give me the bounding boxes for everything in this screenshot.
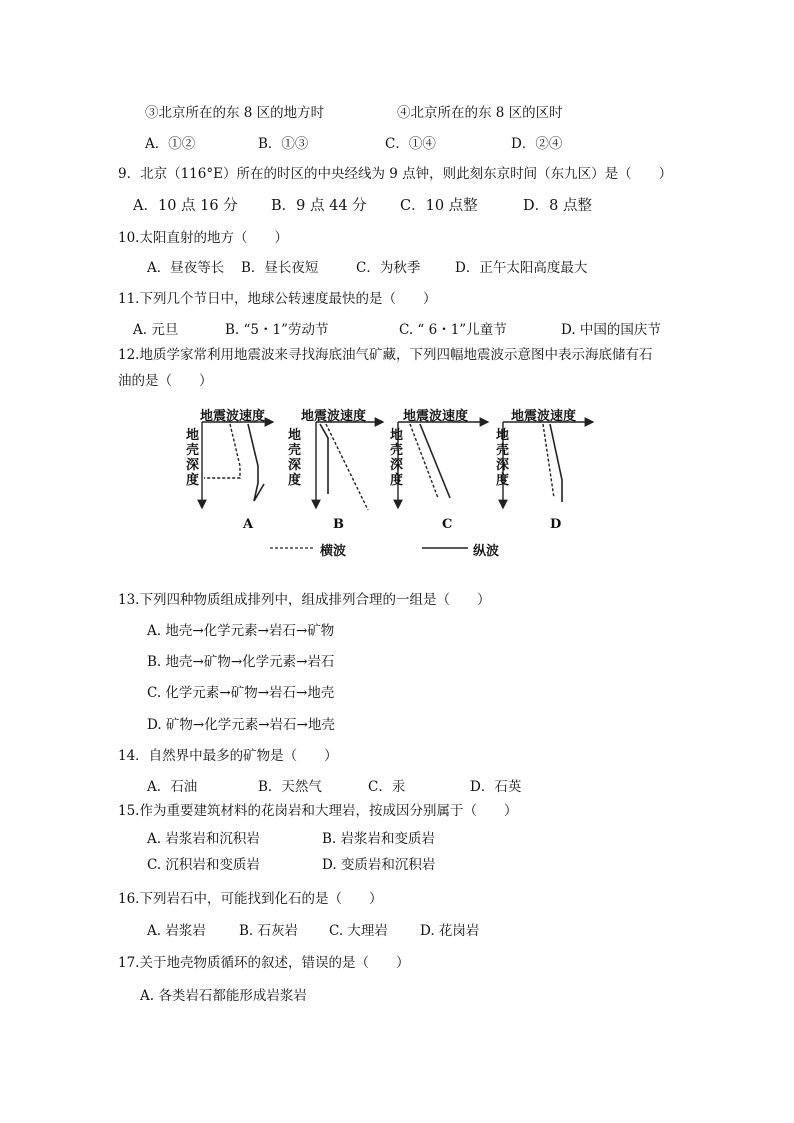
q17-option-a: A. 各类岩石都能形成岩浆岩 (140, 988, 307, 1004)
panel-c (398, 422, 488, 508)
q9-stem: 9．北京（116°E）所在的时区的中央经线为 9 点钟，则此刻东京时间（东九区）是（ ） (118, 166, 673, 182)
q15-option-a: A. 岩浆岩和沉积岩 (147, 831, 260, 847)
q15-option-c: C. 沉积岩和变质岩 (147, 857, 260, 873)
q8-item-4: ④北京所在的东 8 区的区时 (397, 105, 563, 121)
q13-option-c: C. 化学元素→矿物→岩石→地壳 (147, 685, 335, 701)
q14-option-a: A．石油 (147, 779, 198, 795)
q13-stem: 13.下列四种物质组成排列中，组成排列合理的一组是（ ） (118, 592, 491, 608)
q15-option-d: D. 变质岩和沉积岩 (322, 857, 436, 873)
panel-b (316, 422, 383, 510)
panel-d-y-axis-label: 地壳深度 (496, 428, 510, 488)
q14-option-b: B．天然气 (258, 779, 322, 795)
q8-option-c: C．①④ (385, 136, 436, 152)
q11-option-c: C. “ 6・1”儿童节 (399, 322, 507, 338)
q10-stem: 10.太阳直射的地方（ ） (118, 230, 288, 246)
q13-option-a: A. 地壳→化学元素→岩石→矿物 (147, 623, 335, 639)
q8-option-a: A．①② (145, 136, 196, 152)
legend-transverse-label: 横波 (320, 544, 347, 559)
q15-stem: 15.作为重要建筑材料的花岗岩和大理岩，按成因分别属于（ ） (118, 803, 518, 819)
q11-option-b: B. “5・1”劳动节 (225, 322, 329, 338)
panel-b-y-axis-label: 地壳深度 (288, 428, 302, 488)
q10-option-c: C．为秋季 (356, 260, 421, 276)
q15-option-b: B. 岩浆岩和变质岩 (322, 831, 436, 847)
q13-option-d: D. 矿物→化学元素→岩石→地壳 (147, 717, 335, 733)
q14-option-d: D．石英 (470, 779, 522, 795)
panel-label-c: C (442, 517, 453, 532)
panel-label-a: A (243, 517, 254, 532)
q17-stem: 17.关于地壳物质循环的叙述，错误的是（ ） (118, 955, 410, 971)
q11-option-a: A. 元旦 (133, 322, 179, 338)
q10-option-b: B．昼长夜短 (241, 260, 319, 276)
q12-stem-line1: 12.地质学家常利用地震波来寻找海底油气矿藏，下列四幅地震波示意图中表示海底储有石 (118, 347, 653, 363)
q9-option-c: C．10 点整 (400, 198, 478, 214)
legend-longitudinal-label: 纵波 (473, 544, 500, 559)
q14-stem: 14．自然界中最多的矿物是（ ） (118, 748, 338, 764)
panel-d (503, 422, 593, 508)
q9-option-a: A．10 点 16 分 (133, 198, 238, 214)
q13-option-b: B. 地壳→矿物→化学元素→岩石 (147, 654, 335, 670)
panel-d-x-axis-label: 地震波速度 (511, 409, 577, 424)
q8-option-d: D．②④ (511, 136, 563, 152)
q8-item-3: ③北京所在的东 8 区的地方时 (145, 105, 325, 121)
q16-option-c: C. 大理岩 (329, 923, 388, 939)
panel-label-d: D (550, 517, 562, 532)
q10-option-a: A．昼夜等长 (147, 260, 225, 276)
panel-a-y-axis-label: 地壳深度 (186, 428, 200, 488)
q10-option-d: D．正午太阳高度最大 (455, 260, 588, 276)
q16-stem: 16.下列岩石中，可能找到化石的是（ ） (118, 891, 383, 907)
q11-option-d: D. 中国的国庆节 (561, 322, 661, 338)
q12-stem-line2: 油的是（ ） (118, 373, 213, 389)
q16-option-d: D. 花岗岩 (420, 923, 480, 939)
panel-a (202, 422, 273, 508)
panel-b-x-axis-label: 地震波速度 (301, 409, 367, 424)
q16-option-b: B. 石灰岩 (239, 923, 299, 939)
q9-option-b: B．9 点 44 分 (271, 198, 367, 214)
panel-c-y-axis-label: 地壳深度 (390, 428, 404, 488)
q11-stem: 11.下列几个节日中，地球公转速度最快的是（ ） (118, 291, 437, 307)
q14-option-c: C．汞 (368, 779, 406, 795)
q9-option-d: D．8 点整 (523, 198, 592, 214)
panel-a-x-axis-label: 地震波速度 (200, 409, 266, 424)
panel-label-b: B (333, 517, 344, 532)
q8-option-b: B．①③ (258, 136, 309, 152)
q16-option-a: A. 岩浆岩 (147, 923, 206, 939)
panel-c-x-axis-label: 地震波速度 (403, 409, 469, 424)
